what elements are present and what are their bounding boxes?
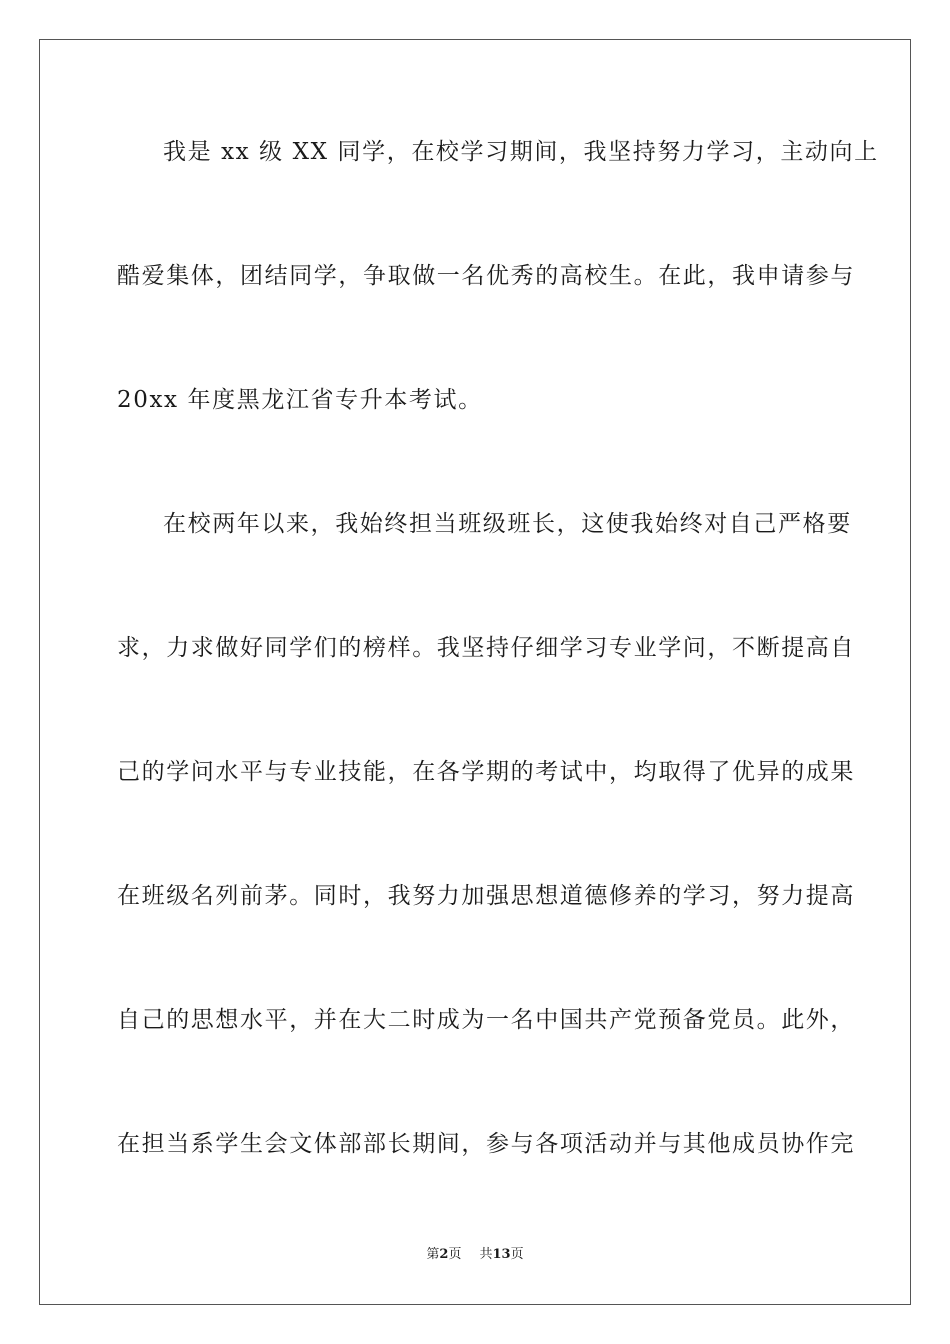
- total-pages: 13: [492, 1247, 511, 1262]
- paragraph-1-line-3: 20xx 年度黑龙江省专升本考试。: [117, 387, 483, 413]
- page-footer: [0, 1247, 950, 1263]
- page-prefix: 第: [426, 1247, 440, 1262]
- page-number: 2: [439, 1247, 449, 1262]
- page-suffix: 页: [448, 1247, 462, 1262]
- paragraph-2-line-4: 在班级名列前茅。同时，我努力加强思想道德修养的学习，努力提高: [117, 883, 855, 909]
- paragraph-2-line-5: 自己的思想水平，并在大二时成为一名中国共产党预备党员。此外，: [117, 1007, 855, 1033]
- paragraph-1-line-2: 酷爱集体，团结同学，争取做一名优秀的高校生。在此，我申请参与: [117, 263, 855, 289]
- paragraph-2-line-2: 求，力求做好同学们的榜样。我坚持仔细学习专业学问，不断提高自: [117, 635, 855, 661]
- paragraph-2-line-6: 在担当系学生会文体部部长期间，参与各项活动并与其他成员协作完: [117, 1131, 855, 1157]
- total-prefix: 共: [479, 1247, 493, 1262]
- paragraph-2-line-1: 在校两年以来，我始终担当班级班长，这使我始终对自己严格要: [163, 511, 852, 537]
- paragraph-1-line-1: 我是 xx 级 XX 同学，在校学习期间，我坚持努力学习，主动向上: [163, 139, 879, 165]
- page-border: [39, 39, 911, 1305]
- paragraph-2-line-3: 己的学问水平与专业技能，在各学期的考试中，均取得了优异的成果: [117, 759, 855, 785]
- total-suffix: 页: [510, 1247, 524, 1262]
